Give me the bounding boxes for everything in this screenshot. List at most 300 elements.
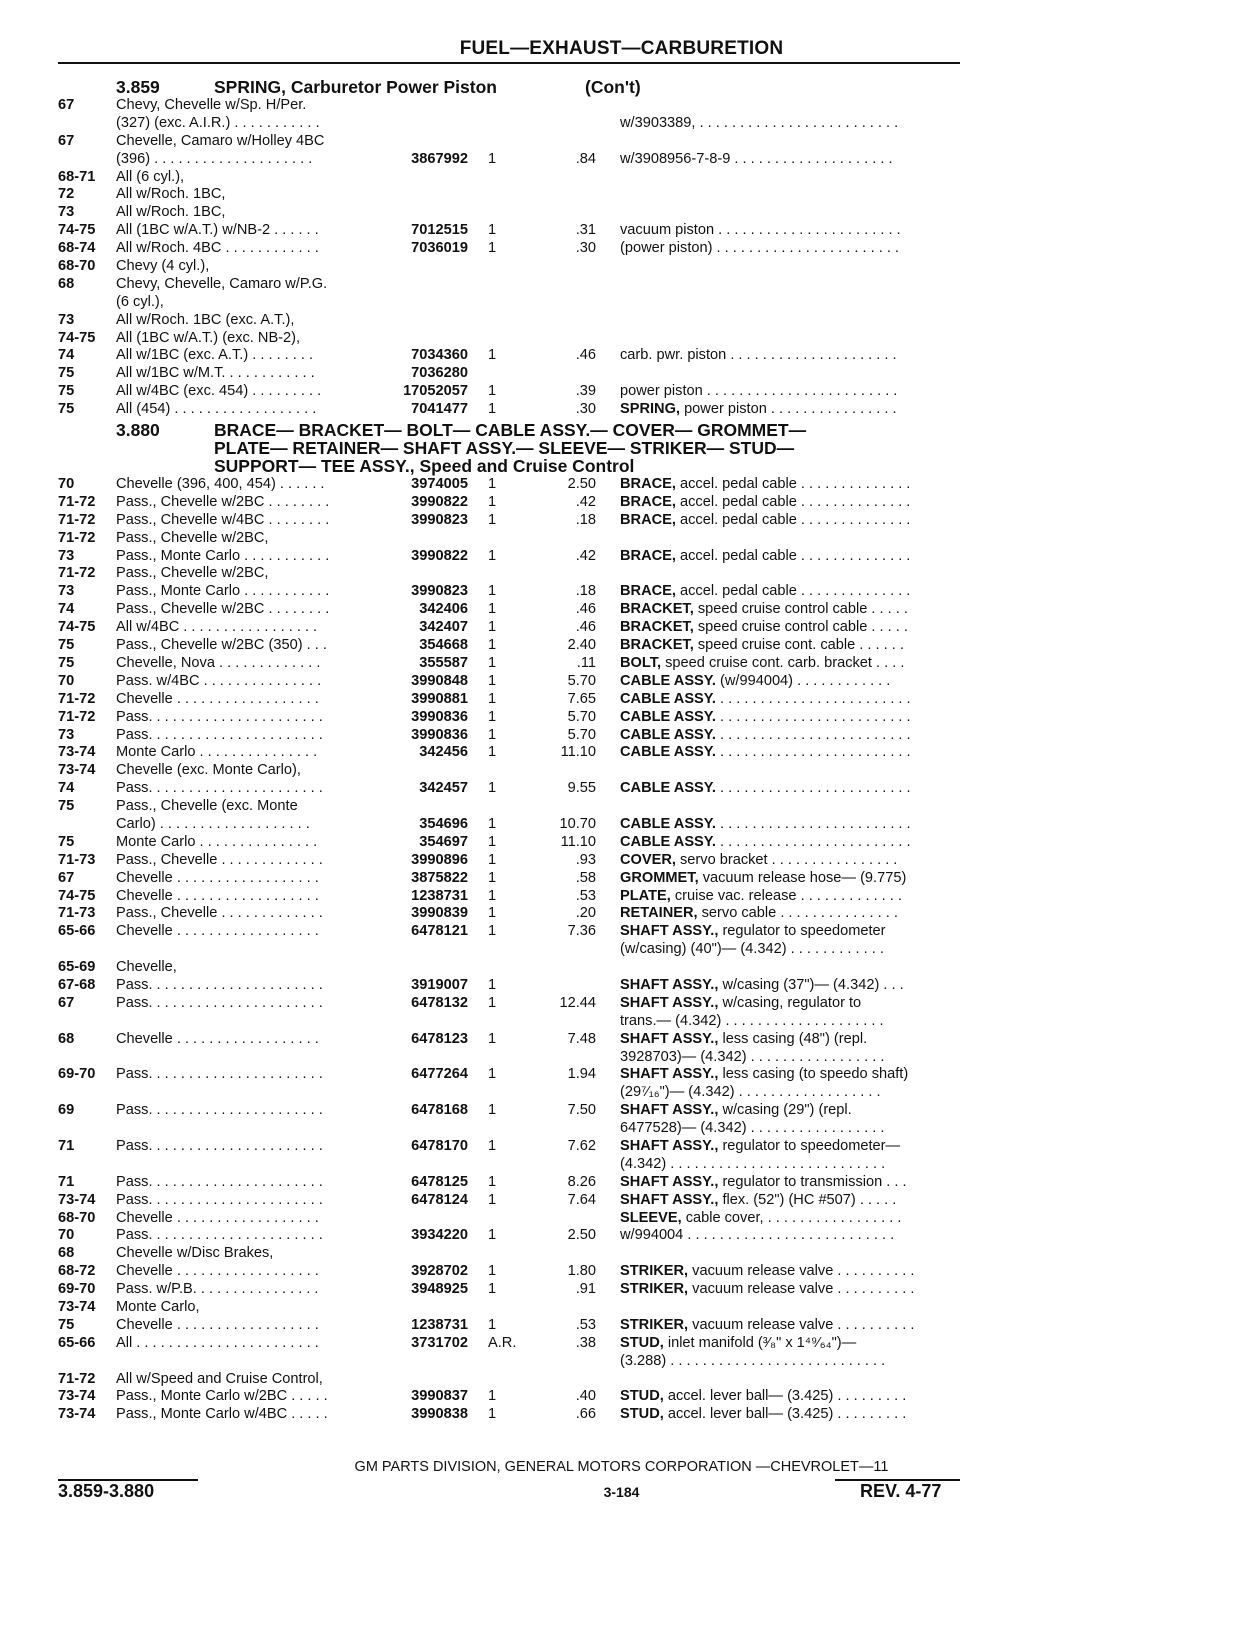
description-text: regulator to transmission . . . — [718, 1173, 907, 1190]
application: Pass. . . . . . . . . . . . . . . . . . . . . . — [116, 1137, 323, 1154]
description — [620, 151, 962, 169]
application: All w/Speed and Cruise Control, — [116, 1370, 323, 1387]
part-number: 1238731 — [411, 1316, 468, 1333]
description-text: carb. pwr. piston . . . . . . . . . . . . . . . . . . . . . — [620, 347, 897, 364]
part-number: 6477264 — [411, 1066, 468, 1083]
price: .84 — [575, 150, 596, 167]
section-heading — [58, 421, 963, 475]
table-row — [58, 1066, 963, 1084]
price: 9.55 — [567, 780, 596, 797]
description-text: . . . . . . . . . . . . . . . . . . . . . . . . — [715, 815, 911, 832]
application: Chevelle . . . . . . . . . . . . . . . . . . — [116, 1316, 319, 1333]
quantity: 1 — [488, 1227, 497, 1244]
table-row — [58, 1299, 963, 1317]
description-text: (w/casing) (40")— (4.342) . . . . . . . . . . . . — [620, 941, 884, 958]
model-years: 73 — [58, 583, 75, 600]
footer-page-number: 3-184 — [603, 1484, 640, 1500]
description — [620, 1406, 962, 1424]
description-text: w/casing (37")— (4.342) . . . — [718, 976, 904, 993]
description-text: w/3903389, . . . . . . . . . . . . . . . . . . . . . . . . . — [620, 114, 899, 131]
quantity: 1 — [488, 493, 497, 510]
quantity: 1 — [488, 637, 497, 654]
table-row — [58, 276, 963, 294]
table-row — [58, 744, 963, 762]
quantity: 1 — [488, 619, 497, 636]
description — [620, 1174, 962, 1192]
table-row — [58, 1031, 963, 1049]
application: Chevelle (exc. Monte Carlo), — [116, 762, 301, 779]
description-text: cruise vac. release . . . . . . . . . . . . . — [670, 887, 902, 904]
application: Pass. . . . . . . . . . . . . . . . . . . . . . — [116, 726, 323, 743]
quantity: 1 — [488, 833, 497, 850]
description-keyword: COVER, — [620, 851, 676, 868]
description-keyword: SHAFT ASSY., — [620, 994, 719, 1011]
application: (327) (exc. A.I.R.) . . . . . . . . . . . — [116, 114, 320, 131]
table-row — [58, 1210, 963, 1228]
description — [620, 816, 962, 834]
part-number: 3990823 — [411, 511, 468, 528]
description-text: accel. pedal cable . . . . . . . . . . . . . . — [675, 476, 911, 493]
price: .11 — [576, 654, 596, 671]
model-years: 73-74 — [58, 1191, 96, 1208]
application: Pass., Chevelle w/4BC . . . . . . . . — [116, 511, 330, 528]
table-row — [58, 1156, 963, 1174]
part-number: 7034360 — [411, 347, 468, 364]
description-text: w/casing, regulator to — [718, 994, 862, 1011]
table-row — [58, 565, 963, 583]
model-years: 71-73 — [58, 851, 96, 868]
model-years: 73-74 — [58, 1406, 96, 1423]
description — [620, 977, 962, 995]
model-years: 71-72 — [58, 690, 96, 707]
description — [620, 601, 962, 619]
description-text: speed cruise control cable . . . . . — [693, 601, 908, 618]
price: 11.10 — [560, 833, 596, 850]
description-text: cable cover, . . . . . . . . . . . . . . . . . — [681, 1209, 902, 1226]
description — [620, 383, 962, 401]
part-number: 3990837 — [411, 1388, 468, 1405]
description — [620, 1192, 962, 1210]
price: 7.65 — [567, 690, 596, 707]
description-text: less casing (to speedo shaft) — [718, 1066, 909, 1083]
model-years: 75 — [58, 365, 75, 382]
description-text: power piston . . . . . . . . . . . . . . . . — [680, 401, 897, 418]
description-keyword: SHAFT ASSY., — [620, 1066, 719, 1083]
description — [620, 222, 962, 240]
application: All w/Roch. 1BC (exc. A.T.), — [116, 311, 295, 328]
description-keyword: SHAFT ASSY., — [620, 1191, 719, 1208]
description-text: vacuum piston . . . . . . . . . . . . . . . . . . . . . . . — [620, 222, 901, 239]
section-heading — [58, 78, 963, 96]
description — [620, 1281, 962, 1299]
description-text: 3928703)— (4.342) . . . . . . . . . . . . . . . . . — [620, 1048, 885, 1065]
description-keyword: STRIKER, — [620, 1281, 689, 1298]
part-number: 3867992 — [411, 150, 468, 167]
price: .30 — [575, 240, 596, 257]
description — [620, 709, 962, 727]
description-keyword: SHAFT ASSY., — [620, 1030, 719, 1047]
application: All w/Roch. 1BC, — [116, 204, 226, 221]
table-row — [58, 151, 963, 169]
model-years: 71 — [58, 1137, 75, 1154]
model-years: 73 — [58, 204, 75, 221]
application: Pass. w/4BC . . . . . . . . . . . . . . . — [116, 672, 322, 689]
table-row — [58, 512, 963, 530]
description-keyword: BRACE, — [620, 493, 676, 510]
model-years: 75 — [58, 1316, 75, 1333]
price: 5.70 — [567, 726, 596, 743]
model-years: 68-70 — [58, 1209, 96, 1226]
description-keyword: SHAFT ASSY., — [620, 1102, 719, 1119]
model-years: 73-74 — [58, 744, 96, 761]
table-row — [58, 1102, 963, 1120]
model-years: 71-72 — [58, 511, 96, 528]
description — [620, 1120, 962, 1138]
description-text: 6477528)— (4.342) . . . . . . . . . . . . . . . . . — [620, 1120, 885, 1137]
price: 1.80 — [567, 1263, 596, 1280]
model-years: 65-69 — [58, 959, 96, 976]
application: All w/4BC (exc. 454) . . . . . . . . . — [116, 383, 322, 400]
description-text: vacuum release valve . . . . . . . . . . — [688, 1281, 915, 1298]
application: Chevy (4 cyl.), — [116, 258, 210, 275]
description-text: (29⁷⁄₁₆")— (4.342) . . . . . . . . . . . . . . . . . . — [620, 1084, 881, 1101]
description-text: . . . . . . . . . . . . . . . . . . . . . . . . — [715, 690, 911, 707]
description — [620, 1084, 962, 1102]
description-keyword: RETAINER, — [620, 905, 698, 922]
table-row — [58, 1084, 963, 1102]
price: .40 — [575, 1388, 596, 1405]
part-number: 17052057 — [403, 383, 468, 400]
application: Monte Carlo . . . . . . . . . . . . . . . — [116, 833, 318, 850]
model-years: 75 — [58, 833, 75, 850]
description — [620, 512, 962, 530]
model-years: 65-66 — [58, 923, 96, 940]
quantity: 1 — [488, 150, 497, 167]
table-row — [58, 709, 963, 727]
table-row — [58, 476, 963, 494]
application: All (1BC w/A.T.) (exc. NB-2), — [116, 329, 301, 346]
application: Chevelle . . . . . . . . . . . . . . . . . . — [116, 1263, 319, 1280]
quantity: 1 — [488, 1102, 497, 1119]
description-keyword: BRACE, — [620, 476, 676, 493]
description-text: vacuum release hose— (9.775) — [698, 869, 907, 886]
model-years: 74-75 — [58, 887, 96, 904]
price: .18 — [575, 511, 596, 528]
description-text: speed cruise cont. carb. bracket . . . . — [661, 654, 905, 671]
header-rule — [58, 62, 960, 64]
part-number: 7036280 — [411, 365, 468, 382]
part-number: 355587 — [419, 654, 468, 671]
description — [620, 1263, 962, 1281]
model-years: 74 — [58, 347, 75, 364]
model-years: 67 — [58, 132, 75, 149]
application: Pass. . . . . . . . . . . . . . . . . . . . . . — [116, 1191, 323, 1208]
quantity: 1 — [488, 905, 497, 922]
price: 2.50 — [567, 476, 596, 493]
description — [620, 240, 962, 258]
application: Pass. . . . . . . . . . . . . . . . . . . . . . — [116, 780, 323, 797]
description-text: accel. lever ball— (3.425) . . . . . . . . . — [663, 1406, 907, 1423]
price: .58 — [575, 869, 596, 886]
table-row — [58, 834, 963, 852]
description — [620, 727, 962, 745]
table-row — [58, 1335, 963, 1353]
application: Pass., Monte Carlo w/2BC . . . . . — [116, 1388, 328, 1405]
table-row — [58, 1192, 963, 1210]
quantity: 1 — [488, 672, 497, 689]
model-years: 69 — [58, 1102, 75, 1119]
description-keyword: BRACE, — [620, 511, 676, 528]
description — [620, 870, 962, 888]
quantity: 1 — [488, 583, 497, 600]
application: Pass., Monte Carlo w/4BC . . . . . — [116, 1406, 328, 1423]
model-years: 71-72 — [58, 493, 96, 510]
quantity: 1 — [488, 222, 497, 239]
table-row — [58, 1281, 963, 1299]
description — [620, 637, 962, 655]
description — [620, 905, 962, 923]
description — [620, 401, 962, 419]
application: Pass. w/P.B. . . . . . . . . . . . . . . . — [116, 1281, 319, 1298]
price: 7.48 — [567, 1030, 596, 1047]
model-years: 68-72 — [58, 1263, 96, 1280]
model-years: 68-74 — [58, 240, 96, 257]
model-years: 67-68 — [58, 976, 96, 993]
table-row — [58, 401, 963, 419]
price: .30 — [575, 401, 596, 418]
description-keyword: BOLT, — [620, 654, 662, 671]
table-row — [58, 727, 963, 745]
model-years: 73 — [58, 547, 75, 564]
quantity: 1 — [488, 601, 497, 618]
description-text: accel. lever ball— (3.425) . . . . . . . . . — [663, 1388, 907, 1405]
model-years: 73 — [58, 726, 75, 743]
table-row — [58, 169, 963, 187]
model-years: 65-66 — [58, 1334, 96, 1351]
description-text: w/3908956-7-8-9 . . . . . . . . . . . . . . . . . . . . — [620, 150, 893, 167]
table-row — [58, 1353, 963, 1371]
quantity: 1 — [488, 994, 497, 1011]
part-number: 7041477 — [411, 401, 468, 418]
section-title-line: PLATE— RETAINER— SHAFT ASSY.— SLEEVE— STRIKER— STUD— — [214, 438, 795, 459]
application: Pass., Chevelle w/2BC (350) . . . — [116, 637, 327, 654]
part-number: 1238731 — [411, 887, 468, 904]
part-number: 3990836 — [411, 726, 468, 743]
quantity: 1 — [488, 1191, 497, 1208]
description-keyword: STUD, — [620, 1406, 664, 1423]
table-row — [58, 816, 963, 834]
description — [620, 347, 962, 365]
price: 7.36 — [567, 923, 596, 940]
quantity: 1 — [488, 726, 497, 743]
description-text: trans.— (4.342) . . . . . . . . . . . . . . . . . . . . — [620, 1012, 884, 1029]
table-row — [58, 852, 963, 870]
table-row — [58, 959, 963, 977]
part-number: 354697 — [419, 833, 468, 850]
application: (396) . . . . . . . . . . . . . . . . . . . . — [116, 150, 313, 167]
description-text: w/casing (29") (repl. — [718, 1102, 852, 1119]
part-number: 3990848 — [411, 672, 468, 689]
application: Pass., Chevelle (exc. Monte — [116, 798, 298, 815]
price: .46 — [575, 601, 596, 618]
table-row — [58, 383, 963, 401]
footer-revision: REV. 4-77 — [860, 1481, 942, 1501]
table-row — [58, 637, 963, 655]
description-text: inlet manifold (³⁄₈" x 1⁴⁹⁄₆₄")— — [663, 1334, 857, 1351]
description-text: servo bracket . . . . . . . . . . . . . . . . — [675, 851, 898, 868]
description-text: accel. pedal cable . . . . . . . . . . . . . . — [675, 493, 911, 510]
description-keyword: CABLE ASSY. — [620, 833, 716, 850]
description-keyword: SHAFT ASSY., — [620, 1173, 719, 1190]
table-row — [58, 258, 963, 276]
quantity: 1 — [488, 347, 497, 364]
application: Pass. . . . . . . . . . . . . . . . . . . . . . — [116, 708, 323, 725]
part-number: 6478123 — [411, 1030, 468, 1047]
table-row — [58, 347, 963, 365]
description — [620, 548, 962, 566]
model-years: 71-72 — [58, 708, 96, 725]
description-keyword: CABLE ASSY. — [620, 815, 716, 832]
table-row — [58, 204, 963, 222]
application: Chevelle, — [116, 959, 177, 976]
description-keyword: CABLE ASSY. — [620, 780, 716, 797]
application: Chevelle . . . . . . . . . . . . . . . . . . — [116, 1030, 319, 1047]
description-text: vacuum release valve . . . . . . . . . . — [688, 1316, 915, 1333]
table-row — [58, 1371, 963, 1389]
model-years: 72 — [58, 186, 75, 203]
application: All w/1BC (exc. A.T.) . . . . . . . . — [116, 347, 314, 364]
description-text: (w/994004) . . . . . . . . . . . . — [715, 672, 891, 689]
part-number: 342457 — [419, 780, 468, 797]
quantity: 1 — [488, 401, 497, 418]
description-keyword: CABLE ASSY. — [620, 672, 716, 689]
price: 5.70 — [567, 672, 596, 689]
description — [620, 1013, 962, 1031]
description-keyword: SLEEVE, — [620, 1209, 682, 1226]
application: Monte Carlo . . . . . . . . . . . . . . . — [116, 744, 318, 761]
part-number: 3990838 — [411, 1406, 468, 1423]
description-text: . . . . . . . . . . . . . . . . . . . . . . . . — [715, 833, 911, 850]
table-row — [58, 530, 963, 548]
description-text: power piston . . . . . . . . . . . . . . . . . . . . . . . . — [620, 383, 898, 400]
description-keyword: BRACKET, — [620, 601, 694, 618]
price: 2.40 — [567, 637, 596, 654]
table-row — [58, 1049, 963, 1067]
description — [620, 691, 962, 709]
table-row — [58, 186, 963, 204]
table-row — [58, 1406, 963, 1424]
description-keyword: BRACKET, — [620, 619, 694, 636]
table-row — [58, 905, 963, 923]
price: 1.94 — [567, 1066, 596, 1083]
description-text: accel. pedal cable . . . . . . . . . . . . . . — [675, 547, 911, 564]
quantity: 1 — [488, 383, 497, 400]
quantity: 1 — [488, 780, 497, 797]
description — [620, 583, 962, 601]
quantity: 1 — [488, 1137, 497, 1154]
model-years: 71-72 — [58, 529, 96, 546]
table-row — [58, 762, 963, 780]
model-years: 69-70 — [58, 1281, 96, 1298]
description-keyword: STUD, — [620, 1388, 664, 1405]
section-number: 3.859 — [116, 77, 160, 97]
description-keyword: STRIKER, — [620, 1316, 689, 1333]
application: Chevelle, Nova . . . . . . . . . . . . . — [116, 654, 321, 671]
part-number: 3990823 — [411, 583, 468, 600]
table-row — [58, 619, 963, 637]
model-years: 67 — [58, 994, 75, 1011]
description — [620, 744, 962, 762]
table-row — [58, 365, 963, 383]
model-years: 75 — [58, 798, 75, 815]
application: Chevelle w/Disc Brakes, — [116, 1245, 274, 1262]
part-number: 3990896 — [411, 851, 468, 868]
footer-publisher: GM PARTS DIVISION, GENERAL MOTORS CORPORATION —CHEVROLET—11 — [354, 1459, 889, 1475]
price: 11.10 — [560, 744, 596, 761]
table-row — [58, 601, 963, 619]
table-row — [58, 1013, 963, 1031]
description-keyword: CABLE ASSY. — [620, 690, 716, 707]
application: Pass. . . . . . . . . . . . . . . . . . . . . . — [116, 1227, 323, 1244]
table-row — [58, 977, 963, 995]
quantity: 1 — [488, 869, 497, 886]
table-row — [58, 941, 963, 959]
description — [620, 494, 962, 512]
model-years: 75 — [58, 637, 75, 654]
description-text: vacuum release valve . . . . . . . . . . — [688, 1263, 915, 1280]
table-row — [58, 888, 963, 906]
application: Pass., Chevelle w/2BC . . . . . . . . — [116, 601, 330, 618]
application: Pass. . . . . . . . . . . . . . . . . . . . . . — [116, 994, 323, 1011]
model-years: 74-75 — [58, 329, 96, 346]
table-row — [58, 312, 963, 330]
part-number: 354668 — [419, 637, 468, 654]
quantity: 1 — [488, 1173, 497, 1190]
page-title: FUEL—EXHAUST—CARBURETION — [459, 38, 784, 59]
description — [620, 1031, 962, 1049]
quantity: 1 — [488, 476, 497, 493]
table-row — [58, 97, 963, 115]
application: All w/Roch. 4BC . . . . . . . . . . . . — [116, 240, 319, 257]
price: .38 — [575, 1334, 596, 1351]
price: .46 — [575, 347, 596, 364]
quantity: 1 — [488, 1281, 497, 1298]
description-text: regulator to speedometer— — [718, 1137, 901, 1154]
price: .66 — [575, 1406, 596, 1423]
quantity: 1 — [488, 1406, 497, 1423]
description-keyword: SPRING, — [620, 401, 681, 418]
model-years: 74 — [58, 780, 75, 797]
model-years: 69-70 — [58, 1066, 96, 1083]
model-years: 68 — [58, 1030, 75, 1047]
section-number: 3.880 — [116, 420, 160, 441]
price: .53 — [575, 887, 596, 904]
table-row — [58, 240, 963, 258]
part-number: 3990839 — [411, 905, 468, 922]
price: 7.50 — [567, 1102, 596, 1119]
description — [620, 1210, 962, 1228]
description-keyword: SHAFT ASSY., — [620, 923, 719, 940]
description-keyword: BRACE, — [620, 583, 676, 600]
table-row — [58, 691, 963, 709]
model-years: 71-73 — [58, 905, 96, 922]
table-row — [58, 294, 963, 312]
application: Chevelle, Camaro w/Holley 4BC — [116, 132, 325, 149]
application: Monte Carlo, — [116, 1299, 200, 1315]
description — [620, 1156, 962, 1174]
quantity: 1 — [488, 1030, 497, 1047]
description — [620, 1317, 962, 1335]
